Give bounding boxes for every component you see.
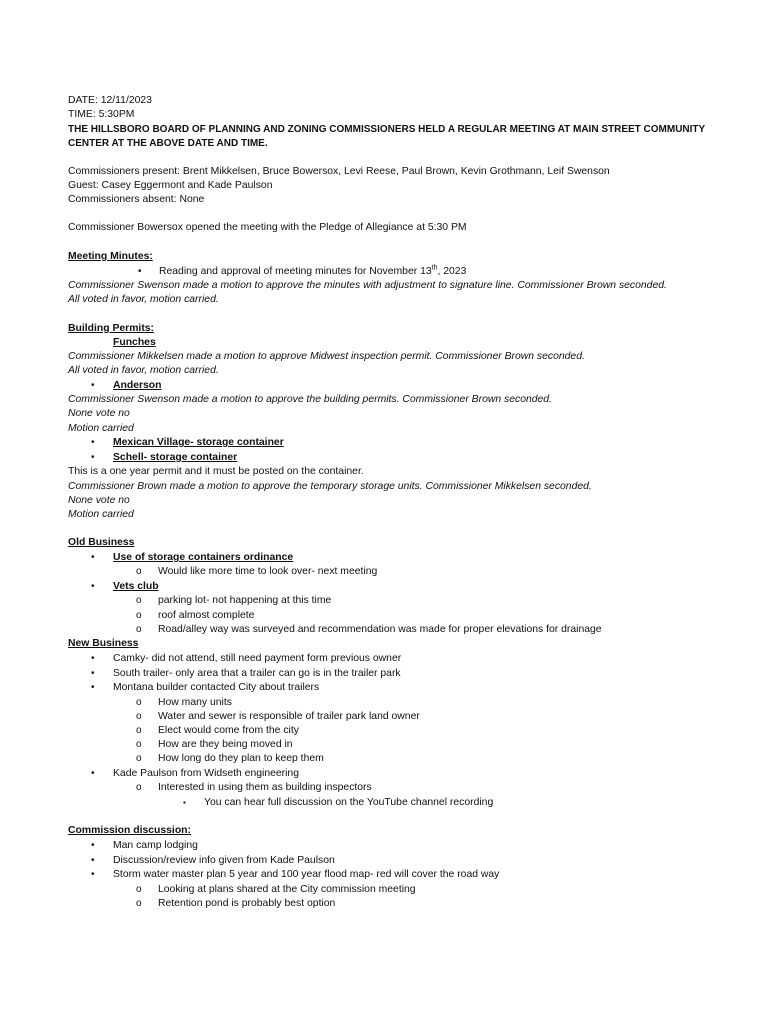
circle-marker: o xyxy=(136,566,142,577)
anderson-motion: Commissioner Swenson made a motion to approve the building permits. Commissioner Brown seconded. xyxy=(68,394,552,405)
meeting-time: TIME: 5:30PM xyxy=(68,109,135,120)
kade-note-1: Interested in using them as building inspectors xyxy=(158,782,372,793)
montana-note-4: How are they being moved in xyxy=(158,739,293,750)
montana-note-1: How many units xyxy=(158,697,232,708)
bullet-marker: • xyxy=(91,855,95,866)
vets-club-item: Vets club xyxy=(113,581,159,592)
bullet-marker: • xyxy=(91,552,95,563)
discussion-item-3b: Retention pond is probably best option xyxy=(158,898,336,909)
bullet-marker: • xyxy=(91,668,95,679)
funches-motion: Commissioner Mikkelsen made a motion to approve Midwest inspection permit. Commissioner Brown seconded. xyxy=(68,351,585,362)
bullet-marker: • xyxy=(91,452,95,463)
meeting-heading-line-1: THE HILLSBORO BOARD OF PLANNING AND ZONING COMMISSIONERS HELD A REGULAR MEETING AT MAIN STREET COMMUNITY xyxy=(68,124,706,135)
bullet-marker: • xyxy=(91,653,95,664)
vets-club-note-3: Road/alley way was surveyed and recommendation was made for proper elevations for drainage xyxy=(158,624,602,635)
vets-club-note-1: parking lot- not happening at this time xyxy=(158,595,332,606)
permit-anderson: Anderson xyxy=(113,380,162,391)
guests: Guest: Casey Eggermont and Kade Paulson xyxy=(68,180,273,191)
anderson-vote: None vote no xyxy=(68,408,130,419)
circle-marker: o xyxy=(136,711,142,722)
circle-marker: o xyxy=(136,624,142,635)
storage-motion: Commissioner Brown made a motion to approve the temporary storage units. Commissioner Mikkelsen seconded. xyxy=(68,481,592,492)
south-trailer-item: South trailer- only area that a trailer can go is in the trailer park xyxy=(113,668,401,679)
permit-mexican-village: Mexican Village- storage container xyxy=(113,437,284,448)
meeting-heading-line-2: CENTER AT THE ABOVE DATE AND TIME. xyxy=(68,138,268,149)
ordinance-item: Use of storage containers ordinance xyxy=(113,552,294,563)
commissioners-absent: Commissioners absent: None xyxy=(68,194,205,205)
kade-paulson-item: Kade Paulson from Widseth engineering xyxy=(113,768,299,779)
circle-marker: o xyxy=(136,725,142,736)
commissioners-present: Commissioners present: Brent Mikkelsen, Bruce Bowersox, Levi Reese, Paul Brown, Kevin Grothmann, Leif Swenson xyxy=(68,166,610,177)
bullet-marker: • xyxy=(91,437,95,448)
new-business-heading: New Business xyxy=(68,638,139,649)
minutes-motion-result: All voted in favor, motion carried. xyxy=(68,294,219,305)
discussion-item-3: Storm water master plan 5 year and 100 year flood map- red will cover the road way xyxy=(113,869,500,880)
discussion-item-2: Discussion/review info given from Kade Paulson xyxy=(113,855,335,866)
meeting-minutes-heading: Meeting Minutes: xyxy=(68,251,153,262)
discussion-item-1: Man camp lodging xyxy=(113,840,198,851)
square-marker: ▪ xyxy=(183,798,186,807)
opening-statement: Commissioner Bowersox opened the meeting with the Pledge of Allegiance at 5:30 PM xyxy=(68,222,467,233)
montana-note-2: Water and sewer is responsible of trailer park land owner xyxy=(158,711,420,722)
minutes-item: Reading and approval of meeting minutes for November 13th, 2023 xyxy=(159,264,467,277)
circle-marker: o xyxy=(136,782,142,793)
bullet-marker: • xyxy=(91,682,95,693)
minutes-motion: Commissioner Swenson made a motion to approve the minutes with adjustment to signature line. Commissioner Brown seconded. xyxy=(68,280,667,291)
circle-marker: o xyxy=(136,739,142,750)
circle-marker: o xyxy=(136,753,142,764)
commission-discussion-heading: Commission discussion: xyxy=(68,825,191,836)
bullet-marker: • xyxy=(91,840,95,851)
meeting-date: DATE: 12/11/2023 xyxy=(68,95,152,106)
circle-marker: o xyxy=(136,898,142,909)
old-business-heading: Old Business xyxy=(68,537,135,548)
bullet-marker: • xyxy=(91,380,95,391)
building-permits-heading: Building Permits: xyxy=(68,323,155,334)
circle-marker: o xyxy=(136,610,142,621)
circle-marker: o xyxy=(136,884,142,895)
storage-vote: None vote no xyxy=(68,495,130,506)
storage-result: Motion carried xyxy=(68,509,134,520)
bullet-marker: • xyxy=(91,869,95,880)
montana-builder-item: Montana builder contacted City about trailers xyxy=(113,682,320,693)
bullet-marker: • xyxy=(138,266,142,277)
circle-marker: o xyxy=(136,697,142,708)
permit-funches: Funches xyxy=(113,337,156,348)
anderson-result: Motion carried xyxy=(68,423,134,434)
montana-note-5: How long do they plan to keep them xyxy=(158,753,324,764)
camky-item: Camky- did not attend, still need payment form previous owner xyxy=(113,653,402,664)
discussion-item-3a: Looking at plans shared at the City commission meeting xyxy=(158,884,416,895)
montana-note-3: Elect would come from the city xyxy=(158,725,299,736)
funches-result: All voted in favor, motion carried. xyxy=(68,365,219,376)
bullet-marker: • xyxy=(91,581,95,592)
permit-schell: Schell- storage container xyxy=(113,452,238,463)
ordinance-note: Would like more time to look over- next meeting xyxy=(158,566,378,577)
bullet-marker: • xyxy=(91,768,95,779)
vets-club-note-2: roof almost complete xyxy=(158,610,255,621)
kade-note-1a: You can hear full discussion on the YouTube channel recording xyxy=(204,797,494,808)
container-note: This is a one year permit and it must be posted on the container. xyxy=(68,466,364,477)
circle-marker: o xyxy=(136,595,142,606)
